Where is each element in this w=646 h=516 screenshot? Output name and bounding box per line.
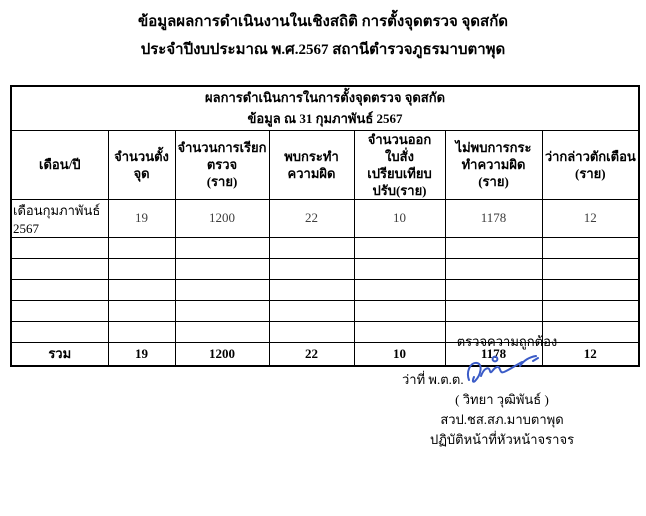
empty-cell <box>108 258 175 279</box>
empty-cell <box>445 258 542 279</box>
empty-cell <box>11 321 108 342</box>
empty-cell <box>269 300 354 321</box>
col-header-inspections: จำนวนการเรียกตรวจ (ราย) <box>175 130 269 199</box>
rank-prefix: ว่าที่ พ.ต.ต. <box>402 372 464 387</box>
document-title-line1: ข้อมูลผลการดำเนินงานในเชิงสถิติ การตั้งจุดตรวจ จุดสกัด <box>137 14 509 30</box>
offenses-found-cell: 22 <box>269 199 354 237</box>
empty-cell <box>108 237 175 258</box>
empty-cell <box>175 300 269 321</box>
table-row-empty <box>11 300 639 321</box>
total-inspections-cell: 1200 <box>175 342 269 366</box>
empty-cell <box>269 279 354 300</box>
no-offense-cell: 1178 <box>445 199 542 237</box>
verify-label: ตรวจความถูกต้อง <box>456 334 558 349</box>
empty-cell <box>108 321 175 342</box>
empty-cell <box>354 258 445 279</box>
empty-cell <box>108 300 175 321</box>
signer-position-line1: สวป.ชส.สภ.มาบตาพุด <box>440 412 564 427</box>
empty-cell <box>108 279 175 300</box>
empty-cell <box>445 279 542 300</box>
checkpoints-cell: 19 <box>108 199 175 237</box>
table-header-row <box>11 130 639 199</box>
empty-cell <box>542 258 639 279</box>
total-offenses-found-cell: 22 <box>269 342 354 366</box>
total-no-offense-cell: 1178 <box>445 342 542 366</box>
empty-cell <box>445 321 542 342</box>
table-row-empty <box>11 237 639 258</box>
signer-position-line2: ปฏิบัติหน้าที่หัวหน้าจราจร <box>429 432 575 447</box>
empty-cell <box>542 321 639 342</box>
table-row-february <box>11 199 639 237</box>
total-tickets-fines-cell: 10 <box>354 342 445 366</box>
col-header-offenses-found: พบกระทำความผิด <box>269 130 354 199</box>
col-header-no-offense: ไม่พบการกระทำความผิด (ราย) <box>445 130 542 199</box>
empty-cell <box>354 300 445 321</box>
empty-cell <box>354 321 445 342</box>
empty-cell <box>445 237 542 258</box>
col-header-checkpoints: จำนวนตั้งจุด <box>108 130 175 199</box>
tickets-fines-cell: 10 <box>354 199 445 237</box>
empty-cell <box>175 237 269 258</box>
empty-cell <box>445 300 542 321</box>
warnings-cell: 12 <box>542 199 639 237</box>
total-warnings-cell: 12 <box>542 342 639 366</box>
col-header-month: เดือน/ปี <box>11 130 108 199</box>
empty-cell <box>542 300 639 321</box>
empty-cell <box>542 237 639 258</box>
col-header-warnings: ว่ากล่าวตักเตือน (ราย) <box>542 130 639 199</box>
empty-cell <box>11 258 108 279</box>
empty-cell <box>354 279 445 300</box>
empty-cell <box>269 237 354 258</box>
table-row-empty <box>11 279 639 300</box>
empty-cell <box>269 321 354 342</box>
empty-cell <box>175 279 269 300</box>
table-caption-cell <box>11 86 639 130</box>
signer-name: ( วิทยา วุฒิพันธ์ ) <box>455 392 549 407</box>
empty-cell <box>11 237 108 258</box>
table-caption-line1: ผลการดำเนินการในการตั้งจุดตรวจ จุดสกัด <box>205 90 446 106</box>
empty-cell <box>269 258 354 279</box>
month-cell: เดือนกุมภาพันธ์ 2567 <box>11 199 108 237</box>
empty-cell <box>542 279 639 300</box>
table-row-empty <box>11 321 639 342</box>
empty-cell <box>354 237 445 258</box>
table-row-empty <box>11 258 639 279</box>
empty-cell <box>175 258 269 279</box>
inspections-cell: 1200 <box>175 199 269 237</box>
empty-cell <box>11 279 108 300</box>
total-checkpoints-cell: 19 <box>108 342 175 366</box>
table-caption-line2: ข้อมูล ณ 31 กุมภาพันธ์ 2567 <box>247 111 403 127</box>
table-caption-row <box>11 86 639 130</box>
table-total-row <box>11 342 639 366</box>
empty-cell <box>175 321 269 342</box>
empty-cell <box>11 300 108 321</box>
checkpoint-statistics-table <box>10 85 640 367</box>
document-title-line2: ประจำปีงบประมาณ พ.ศ.2567 สถานีตำรวจภูธรมาบตาพุด <box>140 42 506 58</box>
col-header-tickets-fines: จำนวนออกใบสั่ง เปรียบเทียบปรับ(ราย) <box>354 130 445 199</box>
total-label-cell: รวม <box>11 342 108 366</box>
